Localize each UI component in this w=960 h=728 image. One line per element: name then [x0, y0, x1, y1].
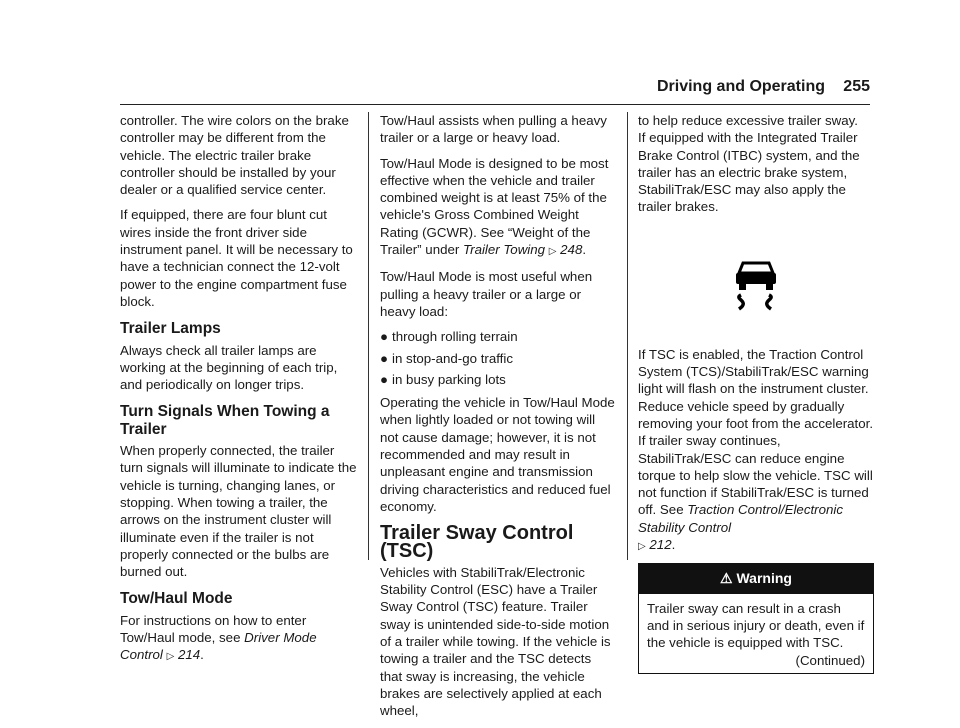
bullet-icon: ●: [380, 350, 389, 366]
paragraph: If equipped with the Integrated Trailer Brake Control (ITBC) system, and the trailer has an electric brake system, StabiliTrak/ESC may also apply the trailer brakes.: [638, 130, 860, 215]
page-ref[interactable]: 214: [177, 647, 201, 663]
reference-arrow-icon: ▷: [548, 246, 557, 258]
reference-arrow-icon: ▷: [166, 651, 175, 663]
paragraph: to help reduce excessive trailer sway.: [638, 113, 858, 128]
paragraph: Tow/Haul assists when pulling a heavy trailer or a large or heavy load.: [380, 113, 607, 146]
paragraph: When properly connected, the trailer turn signals will illuminate to indicate the vehicle is turning, changing lanes, or stopping. When towing a trailer, the arrows on the instrument cluster will illuminate even if the trailer is not properly connected or the bulbs are burned out.: [120, 443, 357, 580]
page-ref[interactable]: 248: [560, 242, 583, 258]
warning-body: [639, 594, 873, 673]
continued-label: (Continued): [795, 652, 865, 668]
column-divider: [368, 112, 369, 560]
reference-arrow-icon: ▷: [638, 541, 646, 553]
column-3: [638, 112, 874, 674]
paragraph: Vehicles with StabiliTrak/Electronic Stability Control (ESC) have a Trailer Sway Control (TSC) feature. Trailer sway is unintended side-to-side motion of a trailer while towing. If the vehicle is towing a trailer and the TSC detects that sway is increasing, the vehicle brakes are selectively applied at each wheel,: [380, 564, 611, 719]
column-2: [380, 112, 616, 728]
list-item: ● through rolling terrain: [380, 329, 518, 345]
heading-trailer-sway-control: Trailer Sway Control (TSC): [380, 522, 574, 562]
paragraph: Operating the vehicle in Tow/Haul Mode when lightly loaded or not towing will not cause damage; however, it is not recommended and may result in unpleasant engine and transmission driving characteristics and reduced fuel economy.: [380, 395, 615, 514]
paragraph: If equipped, there are four blunt cut wires inside the front driver side instrument panel. It will be necessary to have a technician connect the 12-volt power to the engine compartment fuse block.: [120, 207, 353, 309]
xref-link[interactable]: Traction Control/Electronic Stability Control: [638, 502, 843, 535]
column-1: [120, 112, 358, 674]
traction-control-icon: [731, 259, 781, 311]
warning-box: [638, 563, 874, 673]
heading-tow-haul: Tow/Haul Mode: [120, 590, 233, 608]
warning-triangle-icon: ⚠: [720, 570, 733, 587]
paragraph: If TSC is enabled, the Traction Control System (TCS)/StabiliTrak/ESC warning light will flash on the instrument cluster. Reduce vehicle speed by gradually removing your foot from the accelerator. If trailer sway continues, StabiliTrak/ESC can reduce engine torque to help slow the vehicle. TSC will not function if StabiliTrak/ESC is turned off. See Traction Control/Electronic Stability Control ▷ 212.: [638, 346, 874, 553]
header-rule: [120, 104, 870, 105]
paragraph: controller. The wire colors on the brake controller may be different from the vehicle. The electric trailer brake controller should be installed by your dealer or a qualified service center.: [120, 113, 349, 198]
column-divider: [627, 112, 628, 560]
page-ref[interactable]: 212: [649, 537, 672, 553]
paragraph: Tow/Haul Mode is most useful when pulling a heavy trailer or a large or heavy load:: [380, 269, 593, 319]
bullet-list: [380, 328, 616, 388]
page-header: [0, 78, 960, 106]
bullet-icon: ●: [380, 329, 389, 345]
heading-trailer-lamps: Trailer Lamps: [120, 320, 221, 338]
paragraph: For instructions on how to enter Tow/Haul mode, see Driver Mode Control ▷ 214.: [120, 612, 317, 663]
xref-link[interactable]: Driver Mode Control: [120, 630, 317, 663]
section-title: Driving and Operating: [656, 78, 825, 95]
paragraph: Tow/Haul Mode is designed to be most effective when the vehicle and trailer combined weight is at least 75% of the vehicle's Gross Combined Weight Rating (GCWR). See “Weight of the Trailer” under Trailer Towing ▷ 248.: [380, 155, 609, 258]
list-item: ● in busy parking lots: [380, 371, 506, 387]
heading-turn-signals: Turn Signals When Towing a Trailer: [120, 403, 330, 438]
icon-container: [638, 224, 874, 346]
warning-text: Trailer sway can result in a crash and in serious injury or death, even if the vehicle is equipped with TSC.: [647, 600, 865, 651]
warning-header: ⚠ Warning: [639, 564, 873, 593]
xref-link[interactable]: Trailer Towing: [463, 242, 546, 258]
bullet-icon: ●: [380, 371, 389, 387]
paragraph: Always check all trailer lamps are working at the beginning of each trip, and periodically on longer trips.: [120, 342, 338, 393]
list-item: ● in stop-and-go traffic: [380, 350, 513, 366]
page-number: 255: [843, 78, 870, 95]
